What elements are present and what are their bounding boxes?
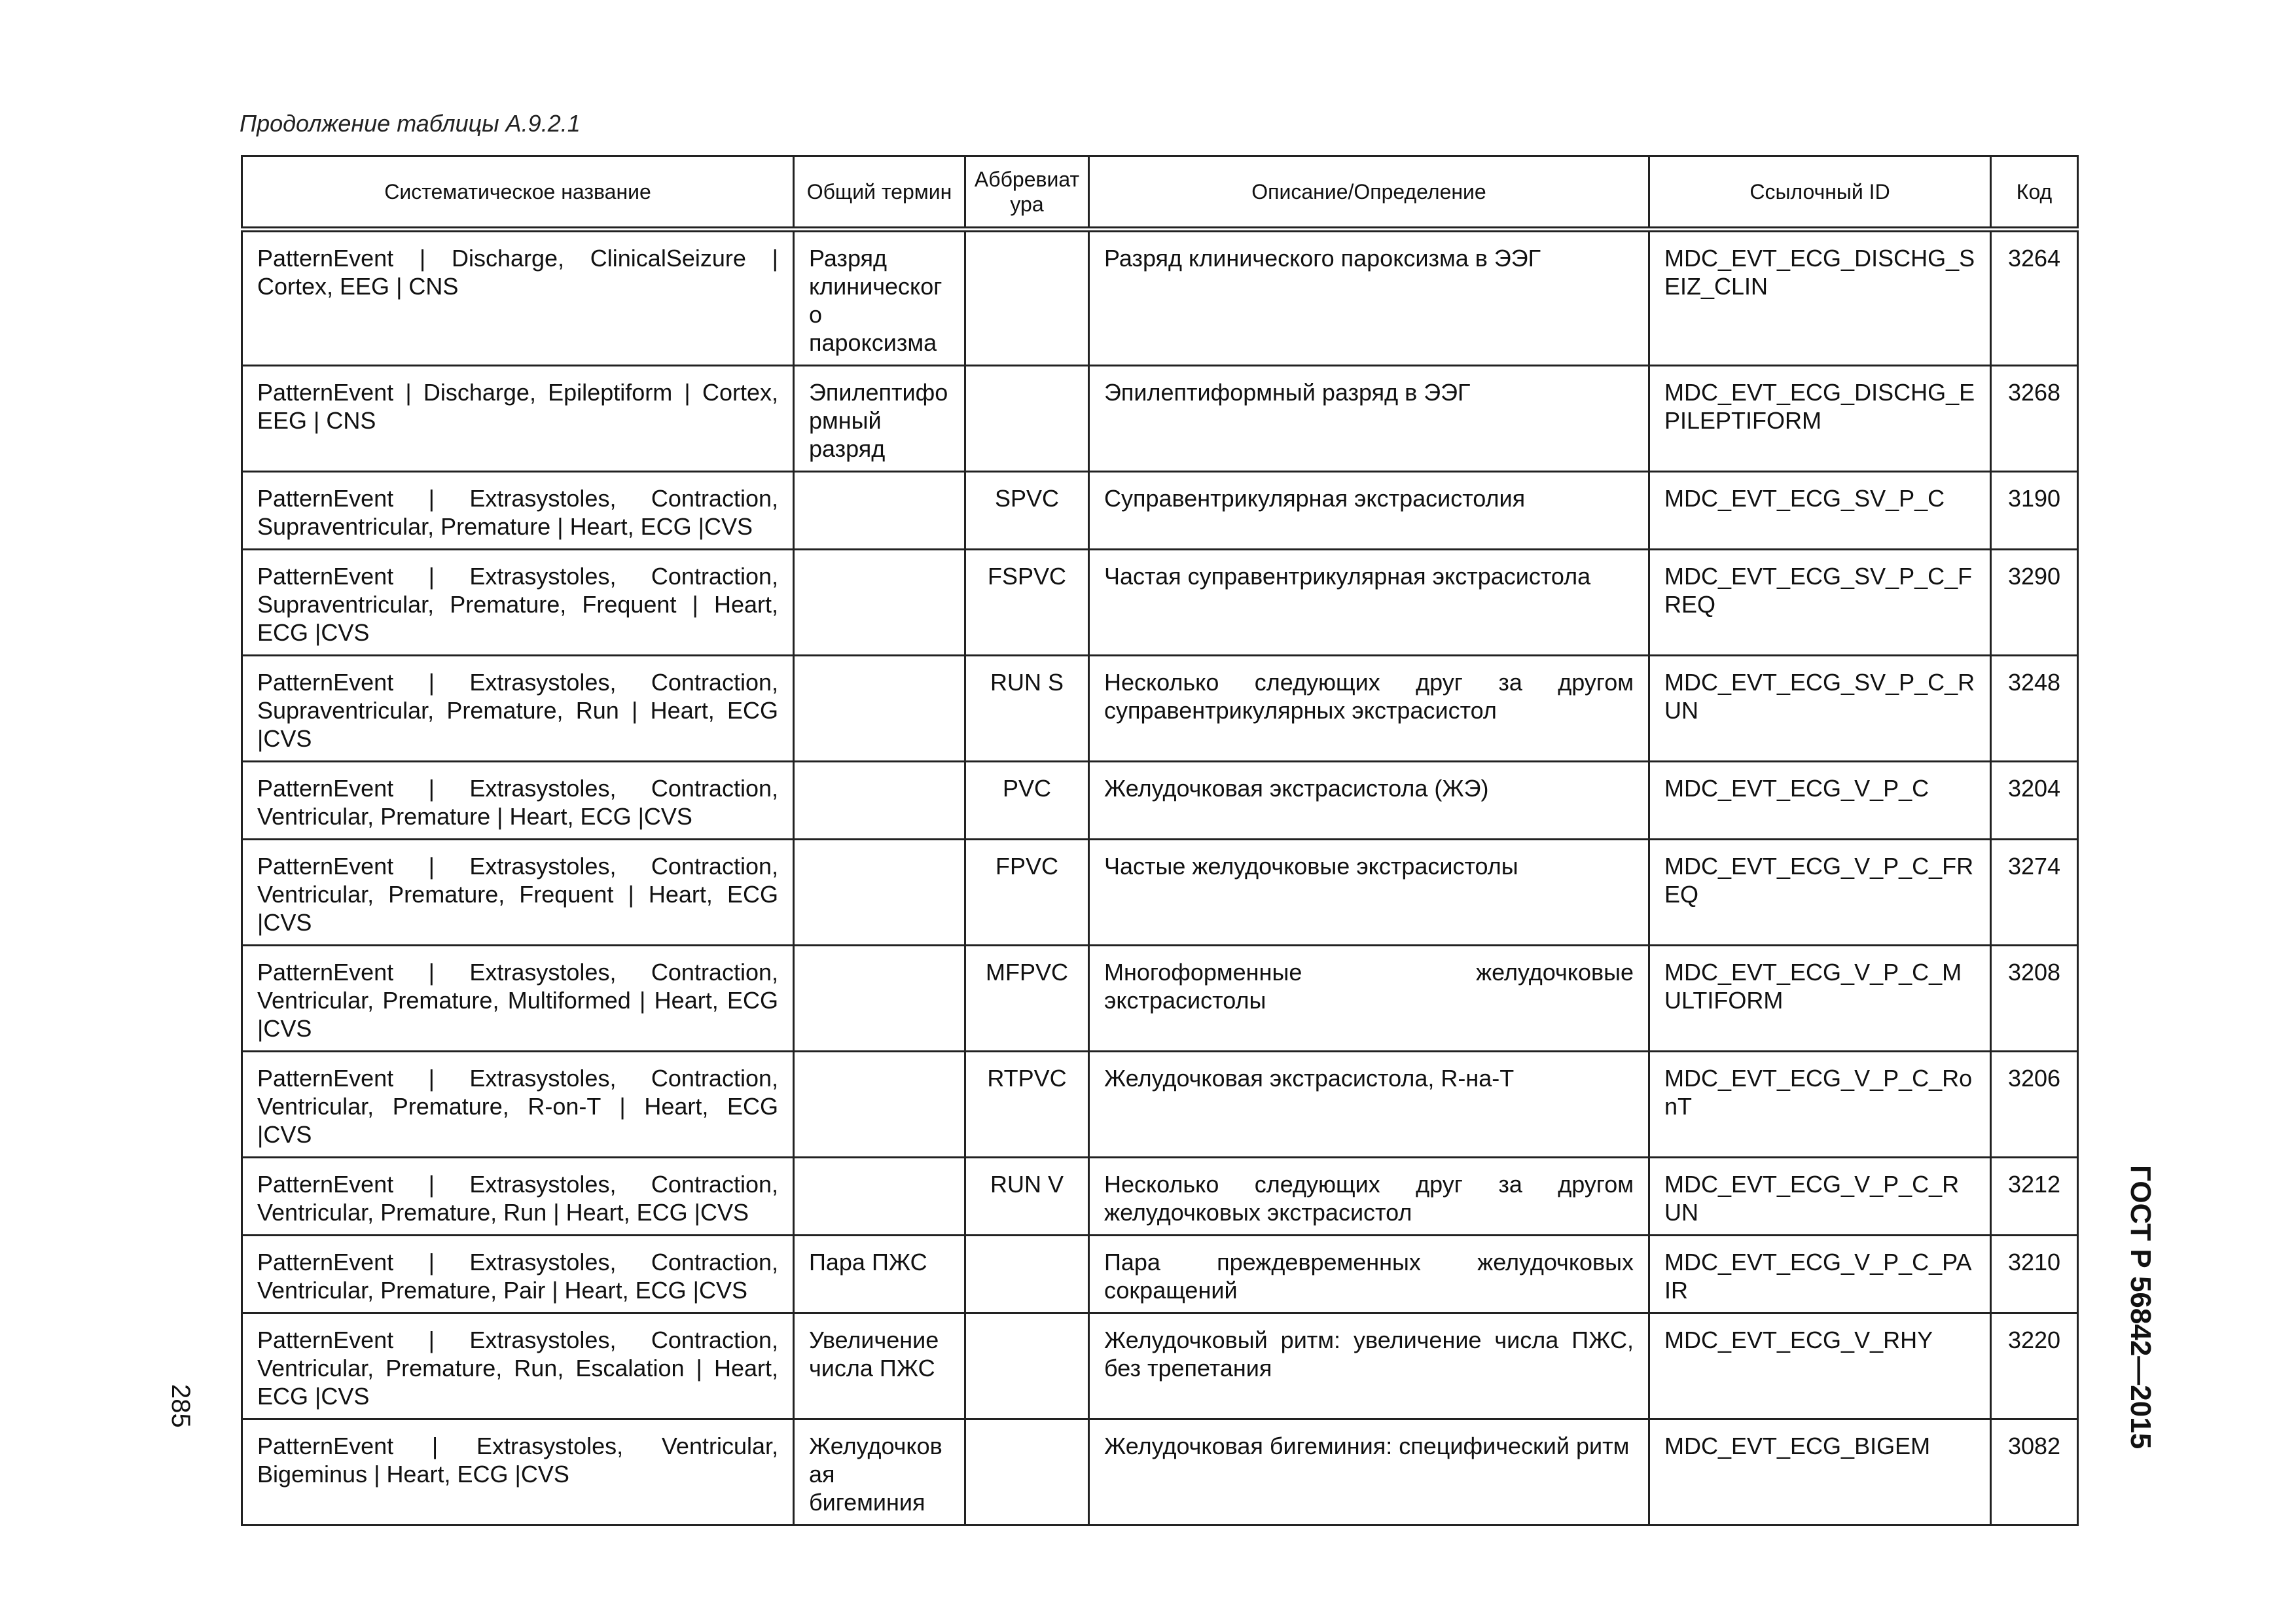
cell-common-term: Увеличение числа ПЖС [794,1313,965,1419]
cell-description: Несколько следующих друг за другом суправентрикулярных экстрасистол [1089,656,1649,762]
cell-reference-id: MDC_EVT_ECG_V_P_C_MULTIFORM [1649,946,1991,1052]
cell-abbreviation: MFPVC [965,946,1089,1052]
cell-description: Желудочковая экстрасистола, R-на-Т [1089,1052,1649,1158]
cell-systematic-name: PatternEvent | Extrasystoles, Contraction, Ventricular, Premature, Pair | Heart, ECG |CVS [242,1236,794,1313]
cell-systematic-name: PatternEvent | Extrasystoles, Contraction, Supraventricular, Premature, Frequent | Heart, ECG |CVS [242,550,794,656]
cell-description: Пара преждевременных желудочковых сокращений [1089,1236,1649,1313]
page-number: 285 [166,1384,195,1428]
table-row [242,1313,2078,1419]
cell-code: 3190 [1991,472,2078,550]
cell-reference-id: MDC_EVT_ECG_SV_P_C_RUN [1649,656,1991,762]
cell-abbreviation [965,1236,1089,1313]
cell-description: Несколько следующих друг за другом желудочковых экстрасистол [1089,1158,1649,1236]
cell-systematic-name: PatternEvent | Extrasystoles, Contraction, Ventricular, Premature, Run, Escalation | Heart, ECG |CVS [242,1313,794,1419]
cell-abbreviation: RTPVC [965,1052,1089,1158]
cell-description: Суправентрикулярная экстрасистолия [1089,472,1649,550]
table-row [242,840,2078,946]
cell-description: Разряд клинического пароксизма в ЭЭГ [1089,230,1649,366]
cell-abbreviation: PVC [965,762,1089,840]
cell-systematic-name: PatternEvent | Extrasystoles, Contraction, Ventricular, Premature, Frequent | Heart, ECG |CVS [242,840,794,946]
cell-systematic-name: PatternEvent | Extrasystoles, Contraction, Ventricular, Premature | Heart, ECG |CVS [242,762,794,840]
cell-common-term [794,656,965,762]
cell-abbreviation [965,366,1089,472]
cell-code: 3290 [1991,550,2078,656]
cell-code: 3082 [1991,1419,2078,1525]
cell-common-term [794,946,965,1052]
cell-description: Частые желудочковые экстрасистолы [1089,840,1649,946]
cell-description: Эпилептиформный разряд в ЭЭГ [1089,366,1649,472]
cell-systematic-name: PatternEvent | Discharge, ClinicalSeizure | Cortex, EEG | CNS [242,230,794,366]
cell-abbreviation: FSPVC [965,550,1089,656]
cell-systematic-name: PatternEvent | Extrasystoles, Contraction, Supraventricular, Premature, Run | Heart, ECG |CVS [242,656,794,762]
header-description: Описание/Определение [1089,156,1649,230]
cell-abbreviation: RUN S [965,656,1089,762]
cell-code: 3210 [1991,1236,2078,1313]
cell-code: 3206 [1991,1052,2078,1158]
cell-abbreviation: FPVC [965,840,1089,946]
cell-code: 3248 [1991,656,2078,762]
cell-reference-id: MDC_EVT_ECG_SV_P_C [1649,472,1991,550]
cell-description: Многоформенные желудочковые экстрасистолы [1089,946,1649,1052]
cell-code: 3220 [1991,1313,2078,1419]
table-caption: Продолжение таблицы А.9.2.1 [240,110,581,137]
terms-table [241,155,2079,1526]
table-header-row [242,156,2078,230]
cell-common-term [794,1158,965,1236]
cell-abbreviation: RUN V [965,1158,1089,1236]
cell-description: Желудочковый ритм: увеличение числа ПЖС, без трепетания [1089,1313,1649,1419]
cell-common-term [794,550,965,656]
cell-common-term [794,472,965,550]
cell-code: 3264 [1991,230,2078,366]
table-row [242,550,2078,656]
cell-common-term: Пара ПЖС [794,1236,965,1313]
table-row [242,1419,2078,1525]
table-row [242,762,2078,840]
cell-reference-id: MDC_EVT_ECG_SV_P_C_FREQ [1649,550,1991,656]
cell-code: 3204 [1991,762,2078,840]
cell-code: 3268 [1991,366,2078,472]
cell-reference-id: MDC_EVT_ECG_V_P_C_RUN [1649,1158,1991,1236]
table-row [242,230,2078,366]
cell-reference-id: MDC_EVT_ECG_V_P_C_FREQ [1649,840,1991,946]
table-row [242,1052,2078,1158]
cell-abbreviation [965,1313,1089,1419]
cell-abbreviation [965,1419,1089,1525]
cell-common-term: Эпилептиформный разряд [794,366,965,472]
cell-code: 3208 [1991,946,2078,1052]
cell-common-term: Желудочковая бигеминия [794,1419,965,1525]
standard-designation: ГОСТ Р 56842—2015 [2125,1165,2157,1450]
header-systematic-name: Систематическое название [242,156,794,230]
table-row [242,1236,2078,1313]
table-row [242,472,2078,550]
cell-description: Желудочковая бигеминия: специфический ритм [1089,1419,1649,1525]
cell-systematic-name: PatternEvent | Extrasystoles, Contraction, Ventricular, Premature, R-on-T | Heart, ECG |CVS [242,1052,794,1158]
cell-systematic-name: PatternEvent | Discharge, Epileptiform | Cortex, EEG | CNS [242,366,794,472]
cell-abbreviation [965,230,1089,366]
cell-code: 3274 [1991,840,2078,946]
cell-reference-id: MDC_EVT_ECG_BIGEM [1649,1419,1991,1525]
cell-common-term [794,762,965,840]
header-common-term: Общий термин [794,156,965,230]
header-reference-id: Ссылочный ID [1649,156,1991,230]
cell-reference-id: MDC_EVT_ECG_DISCHG_SEIZ_CLIN [1649,230,1991,366]
table-row [242,1158,2078,1236]
cell-systematic-name: PatternEvent | Extrasystoles, Contraction, Supraventricular, Premature | Heart, ECG |CVS [242,472,794,550]
cell-reference-id: MDC_EVT_ECG_DISCHG_EPILEPTIFORM [1649,366,1991,472]
cell-reference-id: MDC_EVT_ECG_V_P_C [1649,762,1991,840]
table-row [242,366,2078,472]
table-row [242,946,2078,1052]
cell-reference-id: MDC_EVT_ECG_V_P_C_PAIR [1649,1236,1991,1313]
header-abbreviation: Аббревиатура [965,156,1089,230]
cell-common-term: Разряд клинического пароксизма [794,230,965,366]
cell-reference-id: MDC_EVT_ECG_V_RHY [1649,1313,1991,1419]
cell-systematic-name: PatternEvent | Extrasystoles, Ventricular, Bigeminus | Heart, ECG |CVS [242,1419,794,1525]
cell-description: Желудочковая экстрасистола (ЖЭ) [1089,762,1649,840]
cell-abbreviation: SPVC [965,472,1089,550]
cell-description: Частая суправентрикулярная экстрасистола [1089,550,1649,656]
cell-common-term [794,840,965,946]
header-code: Код [1991,156,2078,230]
cell-common-term [794,1052,965,1158]
cell-code: 3212 [1991,1158,2078,1236]
cell-reference-id: MDC_EVT_ECG_V_P_C_RonT [1649,1052,1991,1158]
cell-systematic-name: PatternEvent | Extrasystoles, Contraction, Ventricular, Premature, Multiformed | Heart, ECG |CVS [242,946,794,1052]
cell-systematic-name: PatternEvent | Extrasystoles, Contraction, Ventricular, Premature, Run | Heart, ECG |CVS [242,1158,794,1236]
table-row [242,656,2078,762]
